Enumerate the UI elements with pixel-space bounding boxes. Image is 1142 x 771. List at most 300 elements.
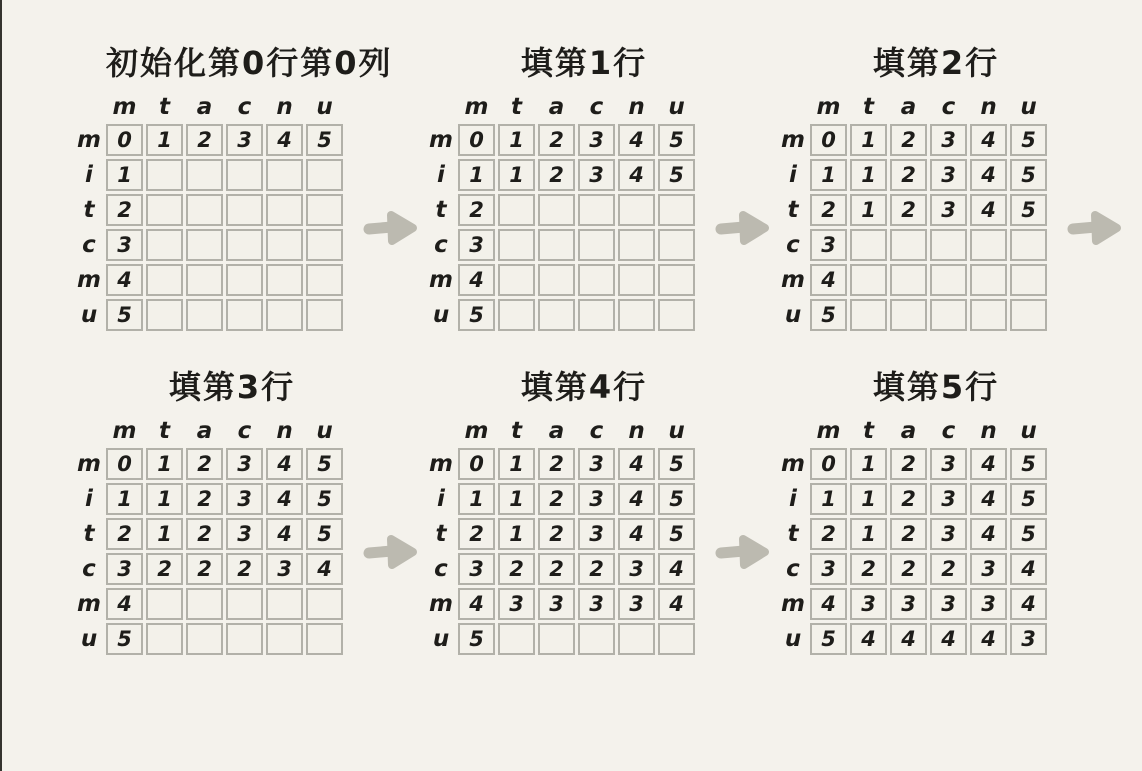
table-row — [779, 194, 1047, 226]
table-row — [75, 124, 343, 156]
table-cell: 3 — [618, 553, 655, 585]
table-cell: 4 — [266, 483, 303, 515]
table-cell: 1 — [850, 159, 887, 191]
column-header: c — [589, 94, 604, 120]
row-label: i — [789, 162, 797, 188]
column-header: t — [159, 418, 170, 444]
row-label: m — [429, 591, 453, 617]
table-group — [776, 40, 1062, 334]
table-cell: 4 — [618, 483, 655, 515]
table-cell — [186, 623, 223, 655]
table-cell: 4 — [970, 159, 1007, 191]
table-cell — [266, 229, 303, 261]
table-cell: 4 — [970, 194, 1007, 226]
table-cell — [930, 229, 967, 261]
dp-table — [424, 414, 698, 658]
table-cell: 2 — [538, 518, 575, 550]
table-row — [75, 623, 343, 655]
table-cell — [578, 194, 615, 226]
table-cell — [226, 159, 263, 191]
table-group — [424, 364, 710, 658]
table-cell: 4 — [970, 623, 1007, 655]
table-cell: 3 — [538, 588, 575, 620]
column-header: a — [196, 418, 213, 444]
row-label: t — [787, 197, 799, 223]
table-row — [75, 553, 343, 585]
table-cell: 1 — [498, 448, 535, 480]
table-cell: 4 — [1010, 588, 1047, 620]
table-cell: 1 — [850, 124, 887, 156]
column-header: u — [1020, 94, 1037, 120]
table-cell — [658, 299, 695, 331]
table-cell: 5 — [658, 448, 695, 480]
table-cell: 5 — [1010, 159, 1047, 191]
table-cell — [266, 299, 303, 331]
table-cell: 3 — [578, 124, 615, 156]
table-row — [427, 623, 695, 655]
table-cell: 2 — [890, 448, 927, 480]
table-cell — [226, 588, 263, 620]
table-cell: 3 — [930, 448, 967, 480]
table-cell: 2 — [810, 518, 847, 550]
table-cell — [266, 588, 303, 620]
dp-table — [72, 90, 346, 334]
table-cell — [970, 264, 1007, 296]
column-header: c — [589, 418, 604, 444]
table-row — [779, 124, 1047, 156]
table-cell — [890, 264, 927, 296]
column-header: u — [316, 418, 333, 444]
row-label: i — [789, 486, 797, 512]
table-cell: 1 — [106, 159, 143, 191]
table-title: 初始化第0行第0列 — [106, 44, 393, 82]
column-header: t — [863, 94, 874, 120]
table-cell — [658, 229, 695, 261]
table-row — [779, 518, 1047, 550]
table-cell: 4 — [810, 588, 847, 620]
table-cell — [850, 299, 887, 331]
table-cell: 2 — [106, 194, 143, 226]
table-cell: 5 — [458, 299, 495, 331]
table-cell: 5 — [1010, 483, 1047, 515]
arrow-right-icon — [362, 208, 420, 248]
table-cell: 4 — [458, 588, 495, 620]
column-header: m — [816, 94, 841, 120]
row-label: i — [85, 486, 93, 512]
table-cell: 4 — [810, 264, 847, 296]
row-label: u — [784, 626, 802, 652]
row-label: m — [781, 591, 805, 617]
table-cell — [538, 264, 575, 296]
table-cell — [226, 623, 263, 655]
row-label: c — [434, 556, 448, 582]
table-cell: 3 — [1010, 623, 1047, 655]
table-cell: 3 — [810, 229, 847, 261]
table-cell: 5 — [658, 518, 695, 550]
left-edge-line — [0, 0, 2, 771]
table-cell: 3 — [226, 448, 263, 480]
table-cell: 4 — [930, 623, 967, 655]
table-row — [779, 588, 1047, 620]
column-header: m — [112, 418, 137, 444]
table-cell: 1 — [810, 483, 847, 515]
row-label: t — [435, 521, 447, 547]
table-cell: 4 — [658, 588, 695, 620]
table-cell: 3 — [226, 483, 263, 515]
table-cell: 0 — [106, 448, 143, 480]
table-cell: 4 — [106, 264, 143, 296]
table-cell — [146, 194, 183, 226]
table-cell — [266, 194, 303, 226]
table-cell: 2 — [186, 518, 223, 550]
column-header: a — [548, 418, 565, 444]
row-label: i — [437, 162, 445, 188]
table-cell — [618, 299, 655, 331]
table-cell — [306, 229, 343, 261]
table-cell: 4 — [970, 448, 1007, 480]
table-cell: 4 — [306, 553, 343, 585]
table-cell: 1 — [106, 483, 143, 515]
table-cell: 5 — [1010, 124, 1047, 156]
table-cell: 2 — [226, 553, 263, 585]
column-header: t — [863, 418, 874, 444]
table-cell: 2 — [930, 553, 967, 585]
table-row — [75, 229, 343, 261]
table-cell — [306, 194, 343, 226]
table-cell — [1010, 299, 1047, 331]
table-cell — [890, 229, 927, 261]
table-cell: 1 — [498, 124, 535, 156]
table-cell: 1 — [850, 448, 887, 480]
table-cell — [146, 229, 183, 261]
row-label: t — [787, 521, 799, 547]
column-header: n — [628, 94, 645, 120]
diagram-row-2 — [72, 364, 1142, 658]
table-row — [75, 299, 343, 331]
table-cell — [930, 264, 967, 296]
table-cell: 3 — [930, 159, 967, 191]
table-cell — [186, 159, 223, 191]
table-row — [75, 588, 343, 620]
table-cell: 3 — [930, 124, 967, 156]
table-cell: 2 — [186, 483, 223, 515]
table-cell: 5 — [810, 623, 847, 655]
table-cell: 1 — [850, 194, 887, 226]
table-cell: 2 — [890, 124, 927, 156]
table-row — [779, 483, 1047, 515]
dp-table — [776, 414, 1050, 658]
table-cell — [970, 229, 1007, 261]
table-cell — [226, 229, 263, 261]
table-cell — [538, 194, 575, 226]
table-row — [427, 124, 695, 156]
table-title: 填第5行 — [872, 368, 1000, 406]
column-header: a — [548, 94, 565, 120]
table-cell: 2 — [810, 194, 847, 226]
table-cell — [618, 264, 655, 296]
table-cell: 3 — [578, 159, 615, 191]
table-cell: 0 — [810, 448, 847, 480]
table-cell: 3 — [890, 588, 927, 620]
table-cell: 4 — [970, 124, 1007, 156]
column-header: u — [1020, 418, 1037, 444]
table-cell: 2 — [186, 553, 223, 585]
table-cell — [1010, 264, 1047, 296]
table-cell — [538, 623, 575, 655]
corner-cell — [427, 417, 455, 445]
table-title: 填第4行 — [520, 368, 648, 406]
table-cell — [578, 229, 615, 261]
diagram-row-1 — [72, 40, 1142, 334]
column-header: m — [112, 94, 137, 120]
table-cell — [226, 194, 263, 226]
table-cell: 4 — [618, 159, 655, 191]
row-label: m — [429, 267, 453, 293]
table-cell — [658, 194, 695, 226]
arrow-right-icon — [714, 532, 772, 572]
table-cell: 1 — [146, 124, 183, 156]
table-cell — [186, 194, 223, 226]
table-cell: 3 — [810, 553, 847, 585]
table-cell: 3 — [850, 588, 887, 620]
table-cell — [498, 264, 535, 296]
table-cell: 2 — [538, 483, 575, 515]
table-cell — [306, 588, 343, 620]
row-label: m — [781, 267, 805, 293]
table-cell: 0 — [106, 124, 143, 156]
table-row — [779, 553, 1047, 585]
table-cell — [498, 623, 535, 655]
column-header: m — [464, 418, 489, 444]
table-cell: 4 — [618, 448, 655, 480]
table-cell: 2 — [186, 124, 223, 156]
row-label: t — [83, 521, 95, 547]
table-cell — [186, 264, 223, 296]
table-cell — [618, 623, 655, 655]
row-label: i — [437, 486, 445, 512]
table-row — [427, 194, 695, 226]
table-cell: 2 — [146, 553, 183, 585]
column-header: n — [980, 94, 997, 120]
table-group — [776, 364, 1062, 658]
table-cell: 2 — [186, 448, 223, 480]
corner-cell — [75, 93, 103, 121]
table-cell: 2 — [538, 159, 575, 191]
dp-table — [424, 90, 698, 334]
table-cell — [266, 623, 303, 655]
row-label: u — [432, 626, 450, 652]
column-header: c — [237, 94, 252, 120]
table-row — [427, 264, 695, 296]
table-cell: 2 — [890, 518, 927, 550]
row-label: m — [77, 127, 101, 153]
column-header: t — [511, 418, 522, 444]
table-cell: 5 — [106, 299, 143, 331]
column-header: t — [511, 94, 522, 120]
table-cell: 5 — [1010, 518, 1047, 550]
table-group — [72, 364, 358, 658]
table-cell — [618, 194, 655, 226]
table-cell: 1 — [498, 159, 535, 191]
table-title: 填第2行 — [872, 44, 1000, 82]
table-cell — [186, 299, 223, 331]
table-cell: 1 — [458, 159, 495, 191]
corner-cell — [779, 417, 807, 445]
row-label: c — [434, 232, 448, 258]
dp-table — [72, 414, 346, 658]
table-cell: 2 — [498, 553, 535, 585]
table-cell: 1 — [458, 483, 495, 515]
table-cell — [930, 299, 967, 331]
table-cell: 3 — [498, 588, 535, 620]
table-cell: 3 — [578, 483, 615, 515]
table-cell — [578, 299, 615, 331]
column-header: c — [941, 94, 956, 120]
table-cell: 2 — [890, 194, 927, 226]
table-cell — [578, 264, 615, 296]
column-header: n — [276, 94, 293, 120]
table-cell — [146, 623, 183, 655]
table-cell: 5 — [306, 448, 343, 480]
table-cell: 3 — [578, 518, 615, 550]
row-label: t — [83, 197, 95, 223]
table-cell: 4 — [970, 518, 1007, 550]
table-cell: 1 — [498, 518, 535, 550]
table-row — [427, 518, 695, 550]
table-cell — [850, 229, 887, 261]
table-title: 填第3行 — [168, 368, 296, 406]
table-row — [779, 448, 1047, 480]
table-cell: 2 — [890, 159, 927, 191]
table-cell — [146, 299, 183, 331]
table-cell: 2 — [538, 124, 575, 156]
table-cell: 2 — [890, 483, 927, 515]
table-row — [779, 264, 1047, 296]
table-cell: 5 — [458, 623, 495, 655]
corner-cell — [427, 93, 455, 121]
table-cell — [186, 229, 223, 261]
table-row — [75, 448, 343, 480]
table-cell — [498, 229, 535, 261]
row-label: m — [781, 451, 805, 477]
column-header: n — [628, 418, 645, 444]
table-title: 填第1行 — [520, 44, 648, 82]
column-header: t — [159, 94, 170, 120]
table-cell — [146, 159, 183, 191]
row-label: m — [77, 267, 101, 293]
arrow-right-icon — [1066, 208, 1124, 248]
table-cell: 2 — [578, 553, 615, 585]
table-cell: 1 — [146, 518, 183, 550]
row-label: u — [784, 302, 802, 328]
column-header: m — [816, 418, 841, 444]
table-cell: 3 — [458, 229, 495, 261]
table-row — [779, 159, 1047, 191]
row-label: u — [80, 302, 98, 328]
table-row — [75, 264, 343, 296]
table-cell — [266, 264, 303, 296]
table-cell: 5 — [658, 124, 695, 156]
table-cell: 1 — [498, 483, 535, 515]
column-header: m — [464, 94, 489, 120]
column-header: a — [900, 418, 917, 444]
table-cell: 3 — [618, 588, 655, 620]
table-cell: 3 — [578, 448, 615, 480]
table-cell: 2 — [458, 194, 495, 226]
column-header: c — [237, 418, 252, 444]
row-label: t — [435, 197, 447, 223]
column-header: u — [668, 94, 685, 120]
table-cell: 4 — [890, 623, 927, 655]
table-cell — [658, 264, 695, 296]
row-label: m — [781, 127, 805, 153]
table-cell: 4 — [106, 588, 143, 620]
table-cell: 0 — [810, 124, 847, 156]
table-cell: 3 — [106, 229, 143, 261]
table-cell: 0 — [458, 124, 495, 156]
table-cell — [498, 299, 535, 331]
row-label: i — [85, 162, 93, 188]
table-row — [779, 623, 1047, 655]
table-row — [779, 299, 1047, 331]
dp-table — [776, 90, 1050, 334]
table-row — [427, 448, 695, 480]
table-cell — [1010, 229, 1047, 261]
table-cell — [890, 299, 927, 331]
table-cell: 3 — [458, 553, 495, 585]
table-cell: 2 — [538, 553, 575, 585]
table-cell: 5 — [810, 299, 847, 331]
table-cell: 4 — [266, 518, 303, 550]
corner-cell — [75, 417, 103, 445]
table-cell: 3 — [578, 588, 615, 620]
table-cell: 2 — [458, 518, 495, 550]
row-label: c — [786, 232, 800, 258]
table-cell: 5 — [106, 623, 143, 655]
table-cell: 3 — [930, 194, 967, 226]
table-cell — [306, 299, 343, 331]
table-cell — [146, 588, 183, 620]
table-row — [75, 483, 343, 515]
table-row — [427, 159, 695, 191]
table-cell — [578, 623, 615, 655]
row-label: m — [77, 591, 101, 617]
table-cell — [306, 623, 343, 655]
table-row — [427, 588, 695, 620]
table-row — [427, 483, 695, 515]
table-cell — [970, 299, 1007, 331]
table-row — [427, 553, 695, 585]
column-header: n — [276, 418, 293, 444]
table-cell: 3 — [226, 518, 263, 550]
table-cell — [226, 264, 263, 296]
table-row — [75, 159, 343, 191]
table-cell — [538, 299, 575, 331]
table-cell — [266, 159, 303, 191]
row-label: m — [429, 451, 453, 477]
table-cell — [226, 299, 263, 331]
column-header: u — [668, 418, 685, 444]
table-row — [779, 229, 1047, 261]
column-header: a — [196, 94, 213, 120]
table-cell — [850, 264, 887, 296]
column-header: n — [980, 418, 997, 444]
table-cell — [498, 194, 535, 226]
column-header: u — [316, 94, 333, 120]
table-cell: 2 — [890, 553, 927, 585]
table-cell: 3 — [930, 588, 967, 620]
table-cell: 1 — [146, 448, 183, 480]
